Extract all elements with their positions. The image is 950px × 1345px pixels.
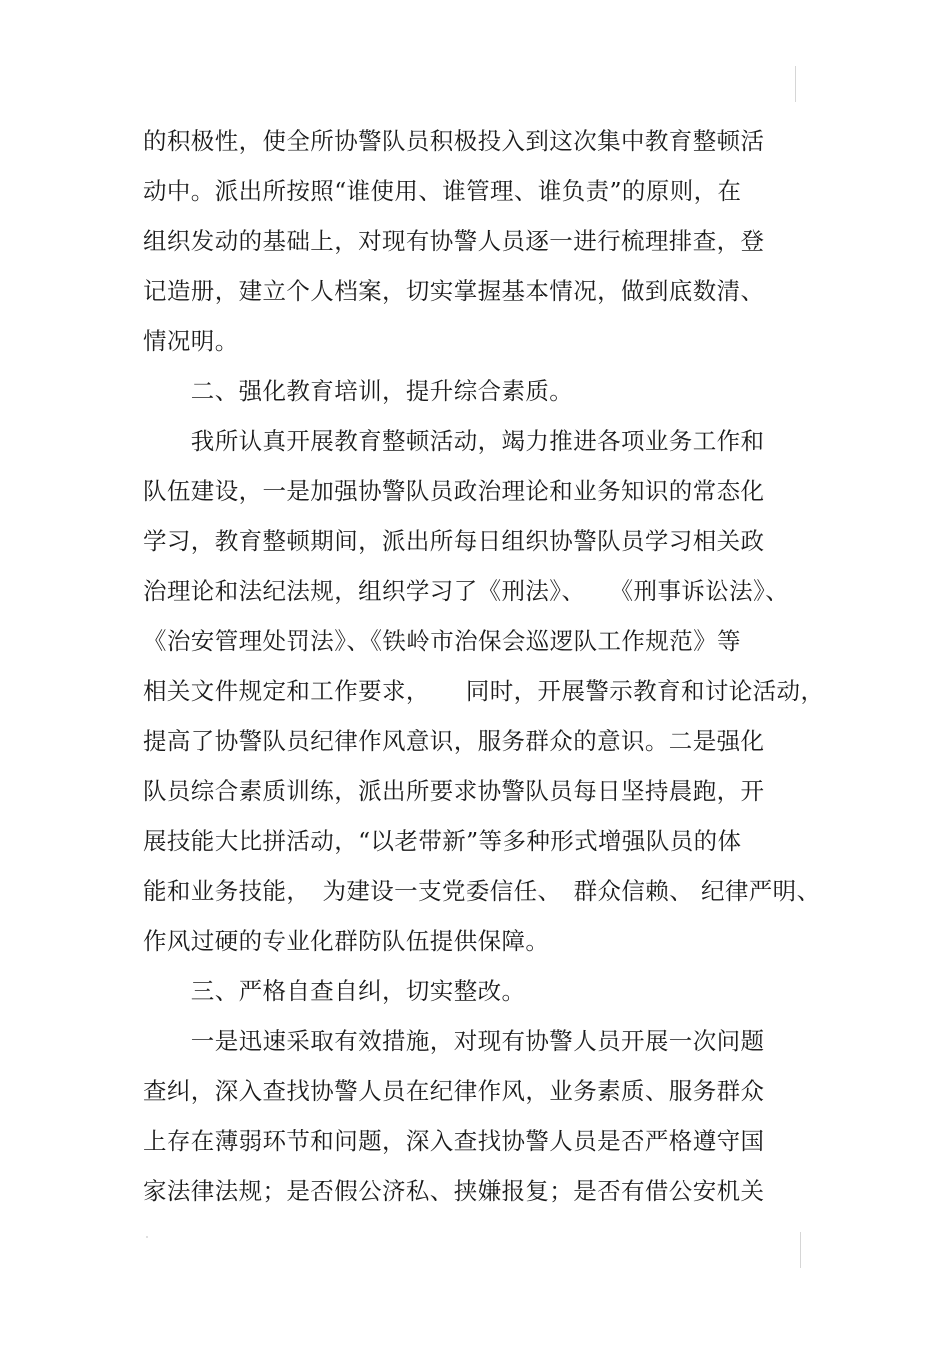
section-heading: 三、严格自查自纠，切实整改。 [143,977,526,1005]
paragraph-line: 组织发动的基础上，对现有协警人员逐一进行梳理排查，登 [143,227,765,255]
bottom-margin-mark [800,1232,801,1268]
paragraph-line: 相关文件规定和工作要求， 同时，开展警示教育和讨论活动， [143,677,825,705]
paragraph-line: 学习，教育整顿期间，派出所每日组织协警队员学习相关政 [143,527,765,555]
paragraph-line: 动中。派出所按照“谁使用、谁管理、谁负责”的原则，在 [143,177,742,205]
paragraph-line: 一是迅速采取有效措施，对现有协警人员开展一次问题 [143,1027,765,1055]
paragraph-line: 展技能大比拼活动，“以老带新”等多种形式增强队员的体 [143,827,742,855]
paragraph-line: 家法律法规；是否假公济私、挟嫌报复；是否有借公安机关 [143,1177,765,1205]
paragraph-line: 上存在薄弱环节和问题，深入查找协警人员是否严格遵守国 [143,1127,765,1155]
paragraph-line: 治理论和法纪法规，组织学习了《刑法》、 《刑事诉讼法》、 [143,577,790,605]
paragraph-line: 能和业务技能， 为建设一支党委信任、 群众信赖、 纪律严明、 [143,877,821,905]
paragraph-line: 情况明。 [143,327,239,355]
paragraph-line: 记造册，建立个人档案，切实掌握基本情况，做到底数清、 [143,277,765,305]
paragraph-line: 的积极性，使全所协警队员积极投入到这次集中教育整顿活 [143,127,765,155]
paragraph-line: 我所认真开展教育整顿活动，竭力推进各项业务工作和 [143,427,765,455]
paragraph-line: 作风过硬的专业化群防队伍提供保障。 [143,927,550,955]
paragraph-line: 查纠，深入查找协警人员在纪律作风，业务素质、服务群众 [143,1077,765,1105]
paragraph-line: 提高了协警队员纪律作风意识，服务群众的意识。二是强化 [143,727,765,755]
top-margin-mark [795,66,796,102]
bottom-left-mark [146,1236,148,1238]
section-heading: 二、强化教育培训，提升综合素质。 [143,377,574,405]
paragraph-line: 队伍建设，一是加强协警队员政治理论和业务知识的常态化 [143,477,765,505]
paragraph-line: 队员综合素质训练，派出所要求协警队员每日坚持晨跑，开 [143,777,765,805]
paragraph-line: 《治安管理处罚法》、《铁岭市治保会巡逻队工作规范》等 [143,627,741,655]
